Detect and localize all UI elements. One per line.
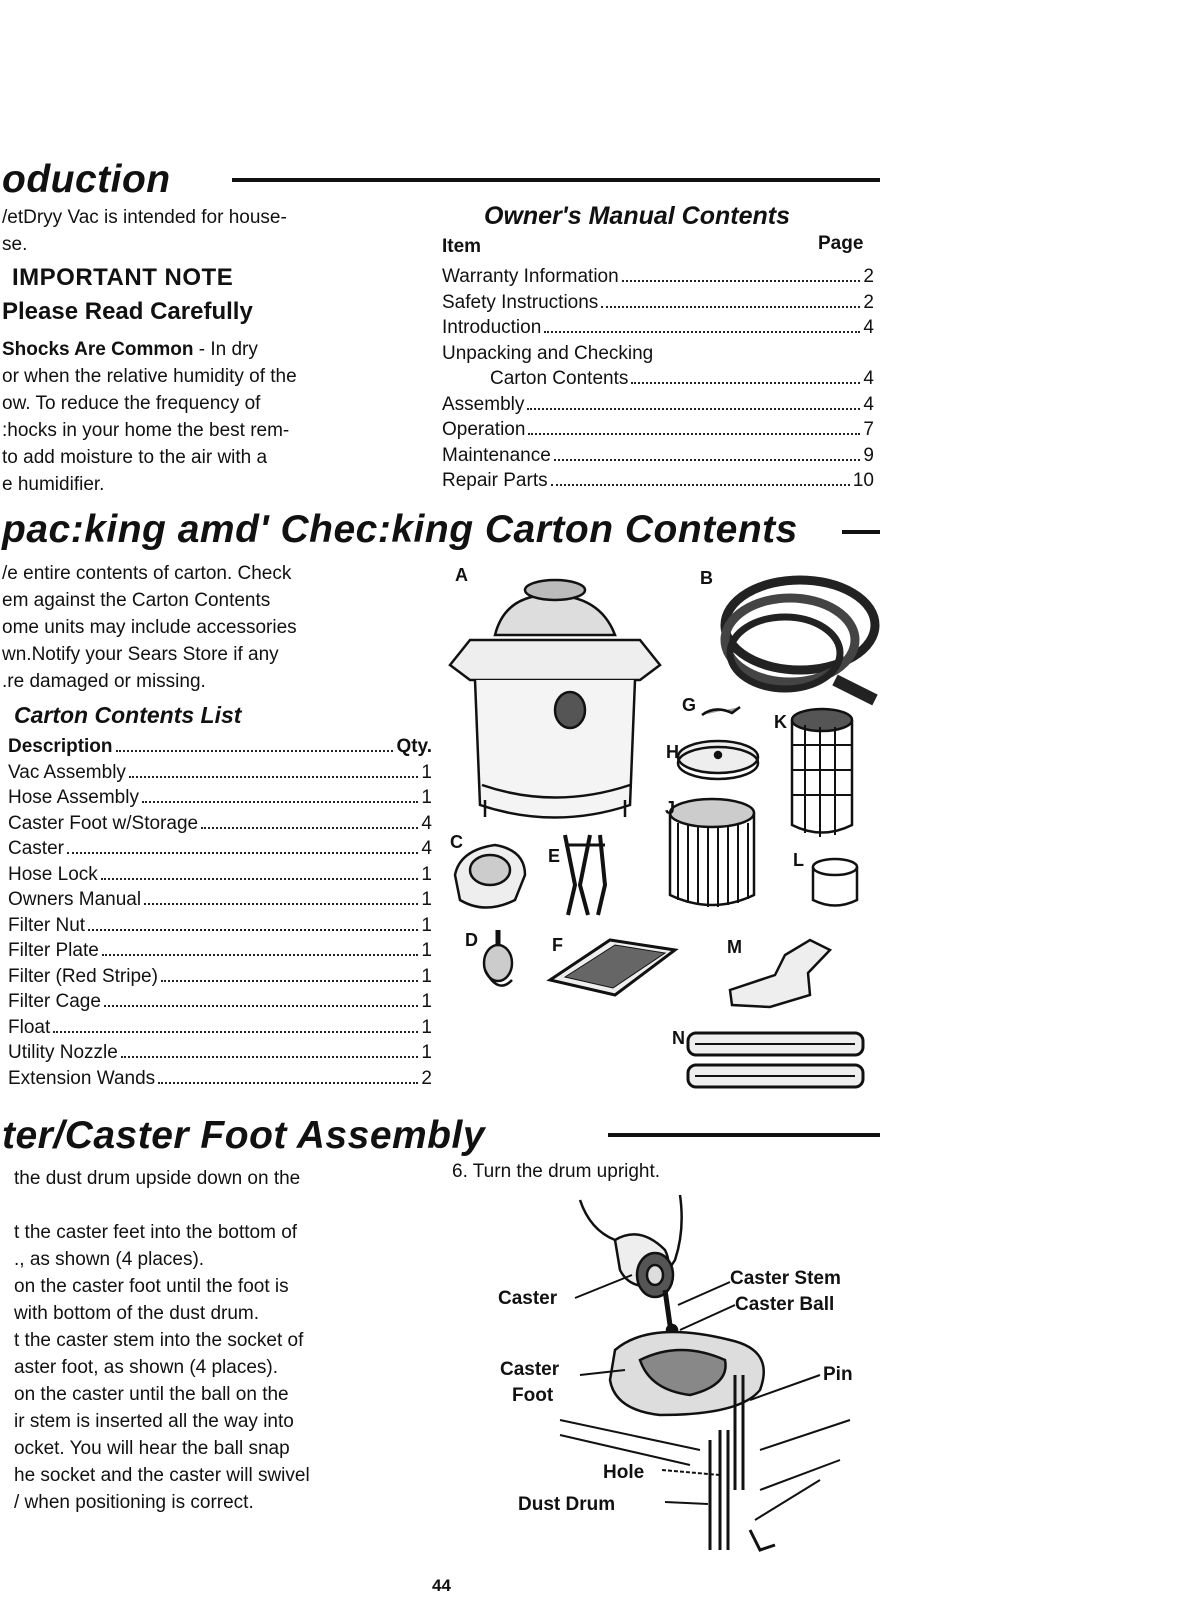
part-label-h: H	[666, 742, 679, 762]
part-label-j: J	[665, 798, 676, 818]
carton-list-title: Carton Contents List	[14, 702, 242, 728]
carton-row: Float 1	[8, 1016, 432, 1038]
section-title-caster-assembly: ter/Caster Foot Assembly	[2, 1114, 486, 1157]
float-drawing	[813, 859, 857, 906]
filter-nut-drawing	[702, 707, 740, 715]
manual-row: Maintenance 9	[442, 444, 874, 466]
assembly-line	[14, 1192, 310, 1219]
callout-caster-ball: Caster Ball	[735, 1294, 835, 1315]
unpacking-line: em against the Carton Contents	[2, 590, 271, 611]
section-title-introduction: oduction	[2, 158, 171, 201]
manual-col-page: Page	[818, 233, 864, 254]
section-title-unpacking: pac:king amd' Chec:king Carton Contents	[2, 508, 798, 551]
title-rule	[232, 178, 880, 182]
shocks-label: Shocks Are Common	[2, 339, 194, 360]
carton-row: Filter Plate 1	[8, 940, 432, 961]
callout-hole: Hole	[603, 1462, 645, 1483]
part-label-n: N	[672, 1028, 685, 1048]
assembly-line: t the caster feet into the bottom of	[14, 1222, 298, 1243]
callout-caster-stem: Caster Stem	[730, 1268, 841, 1289]
unpacking-line: /e entire contents of carton. Check	[2, 563, 292, 584]
manual-row: Carton Contents 4	[490, 368, 874, 389]
carton-row: Caster 4	[8, 838, 432, 859]
manual-contents-title: Owner's Manual Contents	[484, 202, 790, 230]
part-label-l: L	[793, 850, 804, 870]
manual-row: Warranty Information 2	[442, 266, 874, 287]
carton-row: Caster Foot w/Storage 4	[8, 812, 432, 834]
manual-contents-table	[442, 264, 874, 494]
assembly-line: ., as shown (4 places).	[14, 1249, 205, 1270]
carton-row: Owners Manual 1	[8, 889, 432, 910]
callout-dust-drum: Dust Drum	[518, 1494, 616, 1515]
assembly-line: on the caster foot until the foot is	[14, 1276, 289, 1297]
carton-row: Utility Nozzle 1	[8, 1042, 432, 1063]
please-read-heading: Please Read Carefully	[2, 298, 253, 325]
assembly-line: on the caster until the ball on the	[14, 1384, 289, 1405]
part-label-k: K	[774, 712, 787, 732]
part-label-e: E	[548, 846, 561, 866]
assembly-line: / when positioning is correct.	[14, 1492, 254, 1513]
carton-row: Filter (Red Stripe) 1	[8, 965, 432, 987]
shocks-line: - In dry	[193, 339, 258, 360]
assembly-line: ocket. You will hear the ball snap	[14, 1438, 290, 1459]
assembly-steps	[14, 1165, 310, 1516]
utility-nozzle-drawing	[730, 940, 830, 1007]
manual-row: Safety Instructions 2	[442, 291, 874, 313]
carton-row: Hose Assembly 1	[8, 787, 432, 808]
extension-wands-drawing	[688, 1033, 863, 1087]
manual-row: Introduction 4	[442, 317, 874, 338]
step-6: 6. Turn the drum upright.	[452, 1161, 661, 1182]
assembly-line: aster foot, as shown (4 places).	[14, 1357, 279, 1378]
part-label-g: G	[682, 695, 697, 715]
callout-caster-foot-line2: Foot	[512, 1385, 554, 1406]
filter-plate-drawing	[678, 741, 758, 779]
unpacking-line: wn.Notify your Sears Store if any	[2, 644, 279, 665]
unpacking-line: ome units may include accessories	[2, 617, 297, 638]
assembly-line: t the caster stem into the socket of	[14, 1330, 304, 1351]
carton-row: Hose Lock 1	[8, 863, 432, 885]
carton-list-header: Description Qty.	[8, 736, 432, 757]
manual-row: Assembly 4	[442, 393, 874, 415]
title-rule	[608, 1133, 880, 1137]
shocks-line: to add moisture to the air with a	[2, 447, 268, 468]
assembly-line: with bottom of the dust drum.	[14, 1303, 260, 1324]
carton-row: Filter Cage 1	[8, 991, 432, 1012]
vac-assembly-drawing	[450, 580, 660, 818]
filter-cage-drawing	[792, 709, 852, 837]
callout-caster-foot-line1: Caster	[500, 1359, 560, 1380]
manual-col-item: Item	[442, 236, 482, 257]
shocks-line: or when the relative humidity of the	[2, 366, 297, 387]
filter-drawing	[670, 799, 754, 907]
shocks-line: e humidifier.	[2, 474, 105, 495]
manual-row: Unpacking and Checking	[442, 342, 654, 364]
intro-line: se.	[2, 234, 28, 255]
assembly-line: he socket and the caster will swivel	[14, 1465, 310, 1486]
carton-list-table	[8, 734, 432, 1091]
manual-row: Repair Parts 10	[442, 470, 874, 491]
title-rule	[842, 530, 880, 534]
carton-row: Extension Wands 2	[8, 1067, 432, 1089]
parts-illustration	[440, 555, 885, 1105]
caster-drawing	[484, 930, 512, 986]
caster-foot-drawing	[565, 835, 605, 915]
part-label-f: F	[552, 935, 563, 955]
carton-row: Vac Assembly 1	[8, 761, 432, 783]
intro-line: /etDryy Vac is intended for house-	[2, 207, 287, 228]
unpacking-line: .re damaged or missing.	[2, 671, 206, 692]
manual-row: Operation 7	[442, 419, 874, 440]
assembly-line: ir stem is inserted all the way into	[14, 1411, 294, 1432]
hose-drawing	[725, 580, 875, 700]
important-note-heading: IMPORTANT NOTE	[12, 264, 234, 291]
part-label-m: M	[727, 937, 742, 957]
part-label-b: B	[700, 568, 713, 588]
callout-pin: Pin	[823, 1364, 853, 1385]
carton-row: Filter Nut 1	[8, 914, 432, 936]
hose-lock-drawing	[455, 845, 525, 908]
part-label-d: D	[465, 930, 478, 950]
shocks-line: ow. To reduce the frequency of	[2, 393, 261, 414]
part-label-c: C	[450, 832, 463, 852]
part-label-a: A	[455, 565, 468, 585]
assembly-line: the dust drum upside down on the	[14, 1168, 301, 1189]
page-number: 44	[432, 1576, 451, 1595]
shocks-line: :hocks in your home the best rem-	[2, 420, 290, 441]
shocks-paragraph	[2, 336, 258, 363]
owners-manual-drawing	[550, 940, 675, 995]
callout-caster: Caster	[498, 1288, 558, 1309]
